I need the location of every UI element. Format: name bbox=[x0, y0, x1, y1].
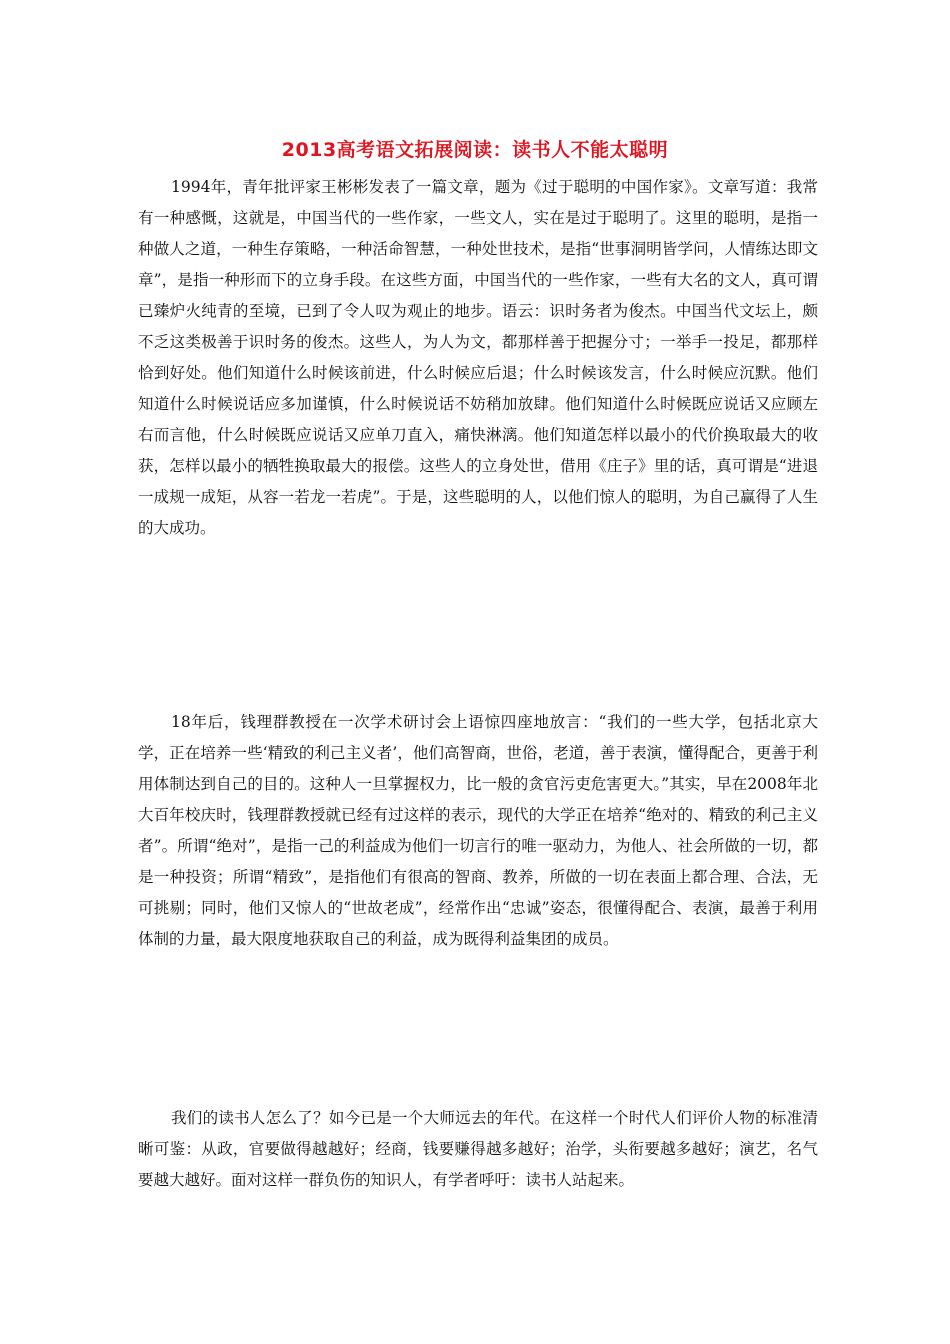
paragraph-2: 18年后，钱理群教授在一次学术研讨会上语惊四座地放言：“我们的一些大学，包括北京大学，正在培养一些‘精致的利己主义者’，他们高智商，世俗，老道，善于表演，懂得配合，更善于利用体制达到自己的目的。这种人一旦掌握权力，比一般的贪官污吏危害更大。”其实，早在2008年北大百年校庆时，钱理群教授就已经有过这样的表示，现代的大学正在培养“绝对的、精致的利己主义者”。所谓“绝对”，是指一己的利益成为他们一切言行的唯一驱动力，为他人、社会所做的一切，都是一种投资；所谓“精致”，是指他们有很高的智商、教养，所做的一切在表面上都合理、合法，无可挑剔；同时，他们又惊人的“世故老成”，经常作出“忠诚”姿态，很懂得配合、表演，最善于利用体制的力量，最大限度地获取自己的利益，成为既得利益集团的成员。 bbox=[138, 713, 818, 948]
paragraph-3: 我们的读书人怎么了？如今已是一个大师远去的年代。在这样一个时代人们评价人物的标准清晰可鉴：从政，官要做得越越好；经商，钱要赚得越多越好；治学，头衔要越多越好；演艺，名气要越大越好。面对这样一群负伤的知识人，有学者呼吁：读书人站起来。 bbox=[138, 1109, 818, 1189]
paragraph-1: 1994年，青年批评家王彬彬发表了一篇文章，题为《过于聪明的中国作家》。文章写道：我常有一种感慨，这就是，中国当代的一些作家，一些文人，实在是过于聪明了。这里的聪明，是指一种做人之道，一种生存策略，一种活命智慧，一种处世技术，是指“世事洞明皆学问，人情练达即文章”，是指一种形而下的立身手段。在这些方面，中国当代的一些作家，一些有大名的文人，真可谓已臻炉火纯青的至境，已到了令人叹为观止的地步。语云：识时务者为俊杰。中国当代文坛上，颇不乏这类极善于识时务的俊杰。这些人，为人为文，都那样善于把握分寸；一举手一投足，都那样恰到好处。他们知道什么时候该前进，什么时候应后退；什么时候该发言，什么时候应沉默。他们知道什么时候说话应多加谨慎，什么时候说话不妨稍加放肆。他们知道什么时候既应说话又应顾左右而言他，什么时候既应说话又应单刀直入，痛快淋漓。他们知道怎样以最小的代价换取最大的收获，怎样以最小的牺牲换取最大的报偿。这些人的立身处世，借用《庄子》里的话，真可谓是“进退一成规一成矩，从容一若龙一若虎”。于是，这些聪明的人，以他们惊人的聪明，为自己赢得了人生的大成功。 bbox=[138, 178, 818, 537]
document-title: 2013高考语文拓展阅读：读书人不能太聪明 bbox=[281, 138, 669, 161]
